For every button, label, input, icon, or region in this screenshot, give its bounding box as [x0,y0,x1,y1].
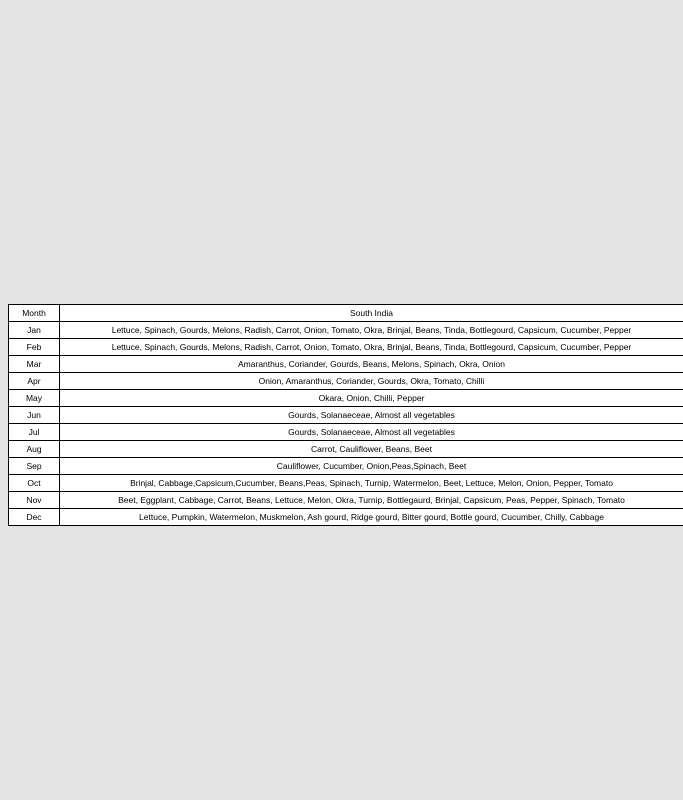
column-header-region: South India [60,305,683,322]
table-row [9,509,683,526]
cell-crops: Brinjal, Cabbage,Capsicum,Cucumber, Beans,Peas, Spinach, Turnip, Watermelon, Beet, Lettuce, Melon, Onion, Pepper, Tomato [60,475,683,492]
cell-month: Jan [9,322,60,339]
cell-month: Feb [9,339,60,356]
cell-crops: Lettuce, Pumpkin, Watermelon, Muskmelon, Ash gourd, Ridge gourd, Bitter gourd, Bottle gourd, Cucumber, Chilly, Cabbage [60,509,683,526]
cell-month: Sep [9,458,60,475]
table-row [9,339,683,356]
table-row [9,390,683,407]
cell-crops: Amaranthus, Coriander, Gourds, Beans, Melons, Spinach, Okra, Onion [60,356,683,373]
cell-month: Oct [9,475,60,492]
cell-month: Apr [9,373,60,390]
column-header-month: Month [9,305,60,322]
table-row [9,492,683,509]
cell-month: Mar [9,356,60,373]
cell-month: Dec [9,509,60,526]
cell-crops: Lettuce, Spinach, Gourds, Melons, Radish, Carrot, Onion, Tomato, Okra, Brinjal, Beans, Tinda, Bottlegourd, Capsicum, Cucumber, Pepper [60,339,683,356]
cell-crops: Carrot, Cauliflower, Beans, Beet [60,441,683,458]
cell-crops: Gourds, Solanaeceae, Almost all vegetables [60,424,683,441]
cell-crops: Onion, Amaranthus, Coriander, Gourds, Okra, Tomato, Chilli [60,373,683,390]
cell-crops: Okara, Onion, Chilli, Pepper [60,390,683,407]
table-body [9,305,683,526]
cell-month: May [9,390,60,407]
table-row [9,373,683,390]
table-row [9,424,683,441]
cell-crops: Gourds, Solanaeceae, Almost all vegetables [60,407,683,424]
table-row [9,475,683,492]
crop-calendar-table [8,304,683,526]
table-row [9,458,683,475]
cell-crops: Lettuce, Spinach, Gourds, Melons, Radish, Carrot, Onion, Tomato, Okra, Brinjal, Beans, Tinda, Bottlegourd, Capsicum, Cucumber, Pepper [60,322,683,339]
cell-month: Jul [9,424,60,441]
cell-crops: Cauliflower, Cucumber, Onion,Peas,Spinach, Beet [60,458,683,475]
cell-month: Aug [9,441,60,458]
table-header-row [9,305,683,322]
cell-crops: Beet, Eggplant, Cabbage, Carrot, Beans, Lettuce, Melon, Okra, Turnip, Bottlegaurd, Brinjal, Capsicum, Peas, Pepper, Spinach, Tomato [60,492,683,509]
cell-month: Jun [9,407,60,424]
cell-month: Nov [9,492,60,509]
table-row [9,322,683,339]
table-row [9,441,683,458]
crop-calendar-table-container [8,304,675,526]
table-row [9,407,683,424]
table-row [9,356,683,373]
